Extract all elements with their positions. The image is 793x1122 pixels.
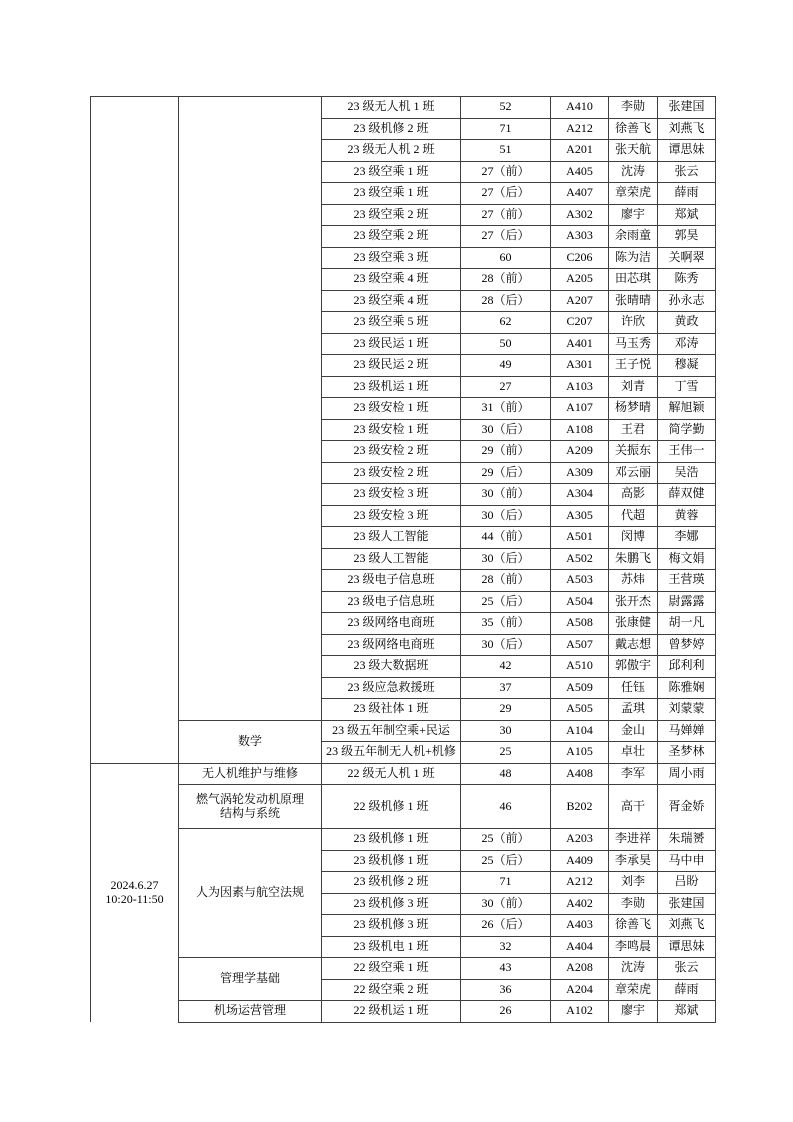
- class-cell: 23 级机修 1 班: [322, 850, 461, 872]
- student-count-cell: 28（后）: [461, 290, 551, 312]
- student-count-cell: 29（前）: [461, 441, 551, 463]
- invigilator-1-cell: 王子悦: [609, 355, 658, 377]
- class-cell: 23 级空乘 4 班: [322, 269, 461, 291]
- schedule-row: [91, 1001, 716, 1023]
- room-cell: A507: [551, 634, 609, 656]
- student-count-cell: 43: [461, 958, 551, 980]
- subject-line: 数学: [237, 733, 262, 748]
- room-cell: A208: [551, 958, 609, 980]
- schedule-row: [91, 785, 716, 829]
- class-cell: 23 级空乘 5 班: [322, 312, 461, 334]
- invigilator-2-cell: 郑斌: [658, 1001, 716, 1023]
- student-count-cell: 27（后）: [461, 226, 551, 248]
- invigilator-1-cell: 沈涛: [609, 958, 658, 980]
- invigilator-2-cell: 王伟一: [658, 441, 716, 463]
- invigilator-1-cell: 章荣虎: [609, 183, 658, 205]
- room-cell: A408: [551, 763, 609, 785]
- student-count-cell: 49: [461, 355, 551, 377]
- class-cell: 23 级空乘 2 班: [322, 204, 461, 226]
- invigilator-1-cell: 章荣虎: [609, 979, 658, 1001]
- invigilator-1-cell: 孟琪: [609, 699, 658, 721]
- class-cell: 22 级机修 1 班: [322, 785, 461, 829]
- room-cell: A501: [551, 527, 609, 549]
- student-count-cell: 44（前）: [461, 527, 551, 549]
- invigilator-2-cell: 陈雅娴: [658, 677, 716, 699]
- student-count-cell: 32: [461, 936, 551, 958]
- student-count-cell: 25（前）: [461, 829, 551, 851]
- exam-datetime-line: 10:20-11:50: [105, 891, 164, 906]
- class-cell: 23 级无人机 1 班: [322, 97, 461, 119]
- invigilator-2-cell: 曾梦婷: [658, 634, 716, 656]
- invigilator-1-cell: 李勋: [609, 893, 658, 915]
- room-cell: A207: [551, 290, 609, 312]
- class-cell: 23 级电子信息班: [322, 591, 461, 613]
- room-cell: A404: [551, 936, 609, 958]
- class-cell: 23 级网络电商班: [322, 613, 461, 635]
- invigilator-2-cell: 周小雨: [658, 763, 716, 785]
- invigilator-1-cell: 李承昊: [609, 850, 658, 872]
- invigilator-2-cell: 解旭颖: [658, 398, 716, 420]
- class-cell: 23 级安检 2 班: [322, 441, 461, 463]
- student-count-cell: 30（后）: [461, 505, 551, 527]
- class-cell: 23 级安检 1 班: [322, 398, 461, 420]
- room-cell: A201: [551, 140, 609, 162]
- exam-datetime-cell: [91, 763, 179, 1022]
- subject-cell: [179, 97, 322, 721]
- invigilator-1-cell: 关振东: [609, 441, 658, 463]
- room-cell: A508: [551, 613, 609, 635]
- schedule-row: [91, 763, 716, 785]
- schedule-row: [91, 720, 716, 742]
- room-cell: A212: [551, 118, 609, 140]
- student-count-cell: 30（前）: [461, 893, 551, 915]
- room-cell: A204: [551, 979, 609, 1001]
- room-cell: A301: [551, 355, 609, 377]
- room-cell: A309: [551, 462, 609, 484]
- student-count-cell: 28（前）: [461, 269, 551, 291]
- class-cell: 23 级安检 3 班: [322, 505, 461, 527]
- schedule-row: [91, 97, 716, 119]
- invigilator-2-cell: 孙永志: [658, 290, 716, 312]
- student-count-cell: 25（后）: [461, 850, 551, 872]
- student-count-cell: 48: [461, 763, 551, 785]
- room-cell: A303: [551, 226, 609, 248]
- class-cell: 23 级空乘 3 班: [322, 247, 461, 269]
- invigilator-1-cell: 余雨童: [609, 226, 658, 248]
- invigilator-1-cell: 卓壮: [609, 742, 658, 764]
- class-cell: 23 级安检 1 班: [322, 419, 461, 441]
- room-cell: A401: [551, 333, 609, 355]
- invigilator-2-cell: 张云: [658, 161, 716, 183]
- subject-line: 管理学基础: [219, 971, 280, 986]
- student-count-cell: 29（后）: [461, 462, 551, 484]
- student-count-cell: 71: [461, 872, 551, 894]
- invigilator-1-cell: 李勋: [609, 97, 658, 119]
- student-count-cell: 35（前）: [461, 613, 551, 635]
- class-cell: 23 级空乘 1 班: [322, 183, 461, 205]
- subject-cell: [179, 763, 322, 785]
- invigilator-2-cell: 尉露露: [658, 591, 716, 613]
- room-cell: A304: [551, 484, 609, 506]
- invigilator-1-cell: 马玉秀: [609, 333, 658, 355]
- invigilator-1-cell: 张康健: [609, 613, 658, 635]
- invigilator-1-cell: 高干: [609, 785, 658, 829]
- invigilator-2-cell: 张建国: [658, 893, 716, 915]
- room-cell: A305: [551, 505, 609, 527]
- room-cell: C207: [551, 312, 609, 334]
- subject-cell: [179, 720, 322, 763]
- invigilator-1-cell: 张天航: [609, 140, 658, 162]
- invigilator-1-cell: 闵博: [609, 527, 658, 549]
- room-cell: B202: [551, 785, 609, 829]
- room-cell: A108: [551, 419, 609, 441]
- invigilator-1-cell: 李军: [609, 763, 658, 785]
- subject-line: 无人机维护与维修: [201, 765, 298, 780]
- student-count-cell: 42: [461, 656, 551, 678]
- invigilator-2-cell: 关啊翠: [658, 247, 716, 269]
- student-count-cell: 36: [461, 979, 551, 1001]
- invigilator-2-cell: 胥金娇: [658, 785, 716, 829]
- invigilator-2-cell: 丁雪: [658, 376, 716, 398]
- class-cell: 23 级空乘 1 班: [322, 161, 461, 183]
- room-cell: A302: [551, 204, 609, 226]
- invigilator-1-cell: 许欣: [609, 312, 658, 334]
- room-cell: A510: [551, 656, 609, 678]
- subject-line: 人为因素与航空法规: [195, 885, 304, 900]
- class-cell: 23 级社体 1 班: [322, 699, 461, 721]
- room-cell: A502: [551, 548, 609, 570]
- room-cell: A402: [551, 893, 609, 915]
- room-cell: A407: [551, 183, 609, 205]
- invigilator-2-cell: 邓涛: [658, 333, 716, 355]
- invigilator-2-cell: 刘燕飞: [658, 118, 716, 140]
- student-count-cell: 29: [461, 699, 551, 721]
- invigilator-1-cell: 王君: [609, 419, 658, 441]
- class-cell: 23 级大数据班: [322, 656, 461, 678]
- student-count-cell: 28（前）: [461, 570, 551, 592]
- room-cell: A509: [551, 677, 609, 699]
- class-cell: 22 级空乘 2 班: [322, 979, 461, 1001]
- invigilator-2-cell: 穆凝: [658, 355, 716, 377]
- student-count-cell: 30（后）: [461, 634, 551, 656]
- class-cell: 23 级五年制空乘+民运: [322, 720, 461, 742]
- invigilator-1-cell: 刘青: [609, 376, 658, 398]
- invigilator-1-cell: 戴志想: [609, 634, 658, 656]
- invigilator-2-cell: 薛雨: [658, 979, 716, 1001]
- student-count-cell: 26（后）: [461, 915, 551, 937]
- student-count-cell: 71: [461, 118, 551, 140]
- class-cell: 23 级机运 1 班: [322, 376, 461, 398]
- invigilator-1-cell: 苏炜: [609, 570, 658, 592]
- invigilator-2-cell: 吕盼: [658, 872, 716, 894]
- invigilator-2-cell: 李娜: [658, 527, 716, 549]
- class-cell: 23 级机修 3 班: [322, 915, 461, 937]
- class-cell: 23 级机电 1 班: [322, 936, 461, 958]
- class-cell: 22 级无人机 1 班: [322, 763, 461, 785]
- invigilator-1-cell: 郭傲宇: [609, 656, 658, 678]
- class-cell: 23 级应急救援班: [322, 677, 461, 699]
- invigilator-1-cell: 陈为洁: [609, 247, 658, 269]
- invigilator-2-cell: 黄蓉: [658, 505, 716, 527]
- subject-line: 结构与系统: [219, 805, 280, 820]
- student-count-cell: 31（前）: [461, 398, 551, 420]
- invigilator-2-cell: 马婵婵: [658, 720, 716, 742]
- invigilator-2-cell: 陈秀: [658, 269, 716, 291]
- student-count-cell: 52: [461, 97, 551, 119]
- invigilator-1-cell: 李鸣晨: [609, 936, 658, 958]
- student-count-cell: 60: [461, 247, 551, 269]
- student-count-cell: 30（前）: [461, 484, 551, 506]
- room-cell: A209: [551, 441, 609, 463]
- class-cell: 23 级人工智能: [322, 527, 461, 549]
- invigilator-2-cell: 圣梦林: [658, 742, 716, 764]
- invigilator-2-cell: 刘蒙蒙: [658, 699, 716, 721]
- invigilator-2-cell: 邱利利: [658, 656, 716, 678]
- invigilator-2-cell: 梅文娟: [658, 548, 716, 570]
- class-cell: 23 级安检 3 班: [322, 484, 461, 506]
- room-cell: A102: [551, 1001, 609, 1023]
- exam-datetime-line: 2024.6.27: [110, 877, 159, 892]
- class-cell: 23 级机修 2 班: [322, 872, 461, 894]
- room-cell: A107: [551, 398, 609, 420]
- invigilator-2-cell: 胡一凡: [658, 613, 716, 635]
- class-cell: 23 级网络电商班: [322, 634, 461, 656]
- invigilator-2-cell: 张云: [658, 958, 716, 980]
- exam-schedule-table: [90, 96, 716, 1023]
- schedule-row: [91, 829, 716, 851]
- room-cell: A505: [551, 699, 609, 721]
- invigilator-2-cell: 郑斌: [658, 204, 716, 226]
- invigilator-1-cell: 田芯琪: [609, 269, 658, 291]
- student-count-cell: 46: [461, 785, 551, 829]
- invigilator-1-cell: 刘李: [609, 872, 658, 894]
- student-count-cell: 27（前）: [461, 161, 551, 183]
- class-cell: 23 级空乘 2 班: [322, 226, 461, 248]
- invigilator-1-cell: 金山: [609, 720, 658, 742]
- student-count-cell: 27: [461, 376, 551, 398]
- invigilator-2-cell: 刘燕飞: [658, 915, 716, 937]
- student-count-cell: 37: [461, 677, 551, 699]
- room-cell: C206: [551, 247, 609, 269]
- invigilator-2-cell: 薛双健: [658, 484, 716, 506]
- class-cell: 23 级人工智能: [322, 548, 461, 570]
- exam-schedule-body: [91, 97, 716, 1023]
- room-cell: A203: [551, 829, 609, 851]
- invigilator-1-cell: 高影: [609, 484, 658, 506]
- student-count-cell: 50: [461, 333, 551, 355]
- invigilator-2-cell: 吴浩: [658, 462, 716, 484]
- schedule-row: [91, 958, 716, 980]
- student-count-cell: 27（后）: [461, 183, 551, 205]
- room-cell: A405: [551, 161, 609, 183]
- invigilator-1-cell: 邓云丽: [609, 462, 658, 484]
- student-count-cell: 30: [461, 720, 551, 742]
- room-cell: A212: [551, 872, 609, 894]
- subject-cell: [179, 785, 322, 829]
- student-count-cell: 26: [461, 1001, 551, 1023]
- class-cell: 23 级机修 3 班: [322, 893, 461, 915]
- invigilator-1-cell: 杨梦晴: [609, 398, 658, 420]
- invigilator-1-cell: 张晴晴: [609, 290, 658, 312]
- invigilator-2-cell: 谭思妹: [658, 140, 716, 162]
- class-cell: 23 级民运 1 班: [322, 333, 461, 355]
- class-cell: 23 级无人机 2 班: [322, 140, 461, 162]
- student-count-cell: 25（后）: [461, 591, 551, 613]
- invigilator-1-cell: 徐善飞: [609, 118, 658, 140]
- invigilator-2-cell: 王营瑛: [658, 570, 716, 592]
- exam-datetime-cell: [91, 97, 179, 764]
- subject-line: 燃气涡轮发动机原理: [195, 791, 304, 806]
- class-cell: 22 级空乘 1 班: [322, 958, 461, 980]
- invigilator-1-cell: 代超: [609, 505, 658, 527]
- invigilator-1-cell: 徐善飞: [609, 915, 658, 937]
- room-cell: A503: [551, 570, 609, 592]
- invigilator-2-cell: 黄政: [658, 312, 716, 334]
- invigilator-2-cell: 张建国: [658, 97, 716, 119]
- room-cell: A410: [551, 97, 609, 119]
- invigilator-2-cell: 郭昊: [658, 226, 716, 248]
- student-count-cell: 25: [461, 742, 551, 764]
- student-count-cell: 51: [461, 140, 551, 162]
- invigilator-2-cell: 谭思妹: [658, 936, 716, 958]
- class-cell: 23 级机修 2 班: [322, 118, 461, 140]
- student-count-cell: 27（前）: [461, 204, 551, 226]
- invigilator-1-cell: 廖宇: [609, 1001, 658, 1023]
- invigilator-2-cell: 薛雨: [658, 183, 716, 205]
- invigilator-1-cell: 朱鹏飞: [609, 548, 658, 570]
- class-cell: 22 级机运 1 班: [322, 1001, 461, 1023]
- student-count-cell: 30（后）: [461, 419, 551, 441]
- class-cell: 23 级空乘 4 班: [322, 290, 461, 312]
- student-count-cell: 62: [461, 312, 551, 334]
- invigilator-1-cell: 任钰: [609, 677, 658, 699]
- student-count-cell: 30（后）: [461, 548, 551, 570]
- invigilator-1-cell: 李进祥: [609, 829, 658, 851]
- room-cell: A105: [551, 742, 609, 764]
- class-cell: 23 级电子信息班: [322, 570, 461, 592]
- subject-cell: [179, 829, 322, 958]
- subject-cell: [179, 1001, 322, 1023]
- subject-line: 机场运营管理: [213, 1003, 286, 1018]
- room-cell: A403: [551, 915, 609, 937]
- class-cell: 23 级五年制无人机+机修: [322, 742, 461, 764]
- class-cell: 23 级安检 2 班: [322, 462, 461, 484]
- room-cell: A409: [551, 850, 609, 872]
- invigilator-2-cell: 朱瑞赟: [658, 829, 716, 851]
- room-cell: A504: [551, 591, 609, 613]
- invigilator-2-cell: 简学勤: [658, 419, 716, 441]
- subject-cell: [179, 958, 322, 1001]
- class-cell: 23 级民运 2 班: [322, 355, 461, 377]
- invigilator-1-cell: 张开杰: [609, 591, 658, 613]
- room-cell: A104: [551, 720, 609, 742]
- class-cell: 23 级机修 1 班: [322, 829, 461, 851]
- room-cell: A103: [551, 376, 609, 398]
- invigilator-2-cell: 马中申: [658, 850, 716, 872]
- room-cell: A205: [551, 269, 609, 291]
- invigilator-1-cell: 廖宇: [609, 204, 658, 226]
- invigilator-1-cell: 沈涛: [609, 161, 658, 183]
